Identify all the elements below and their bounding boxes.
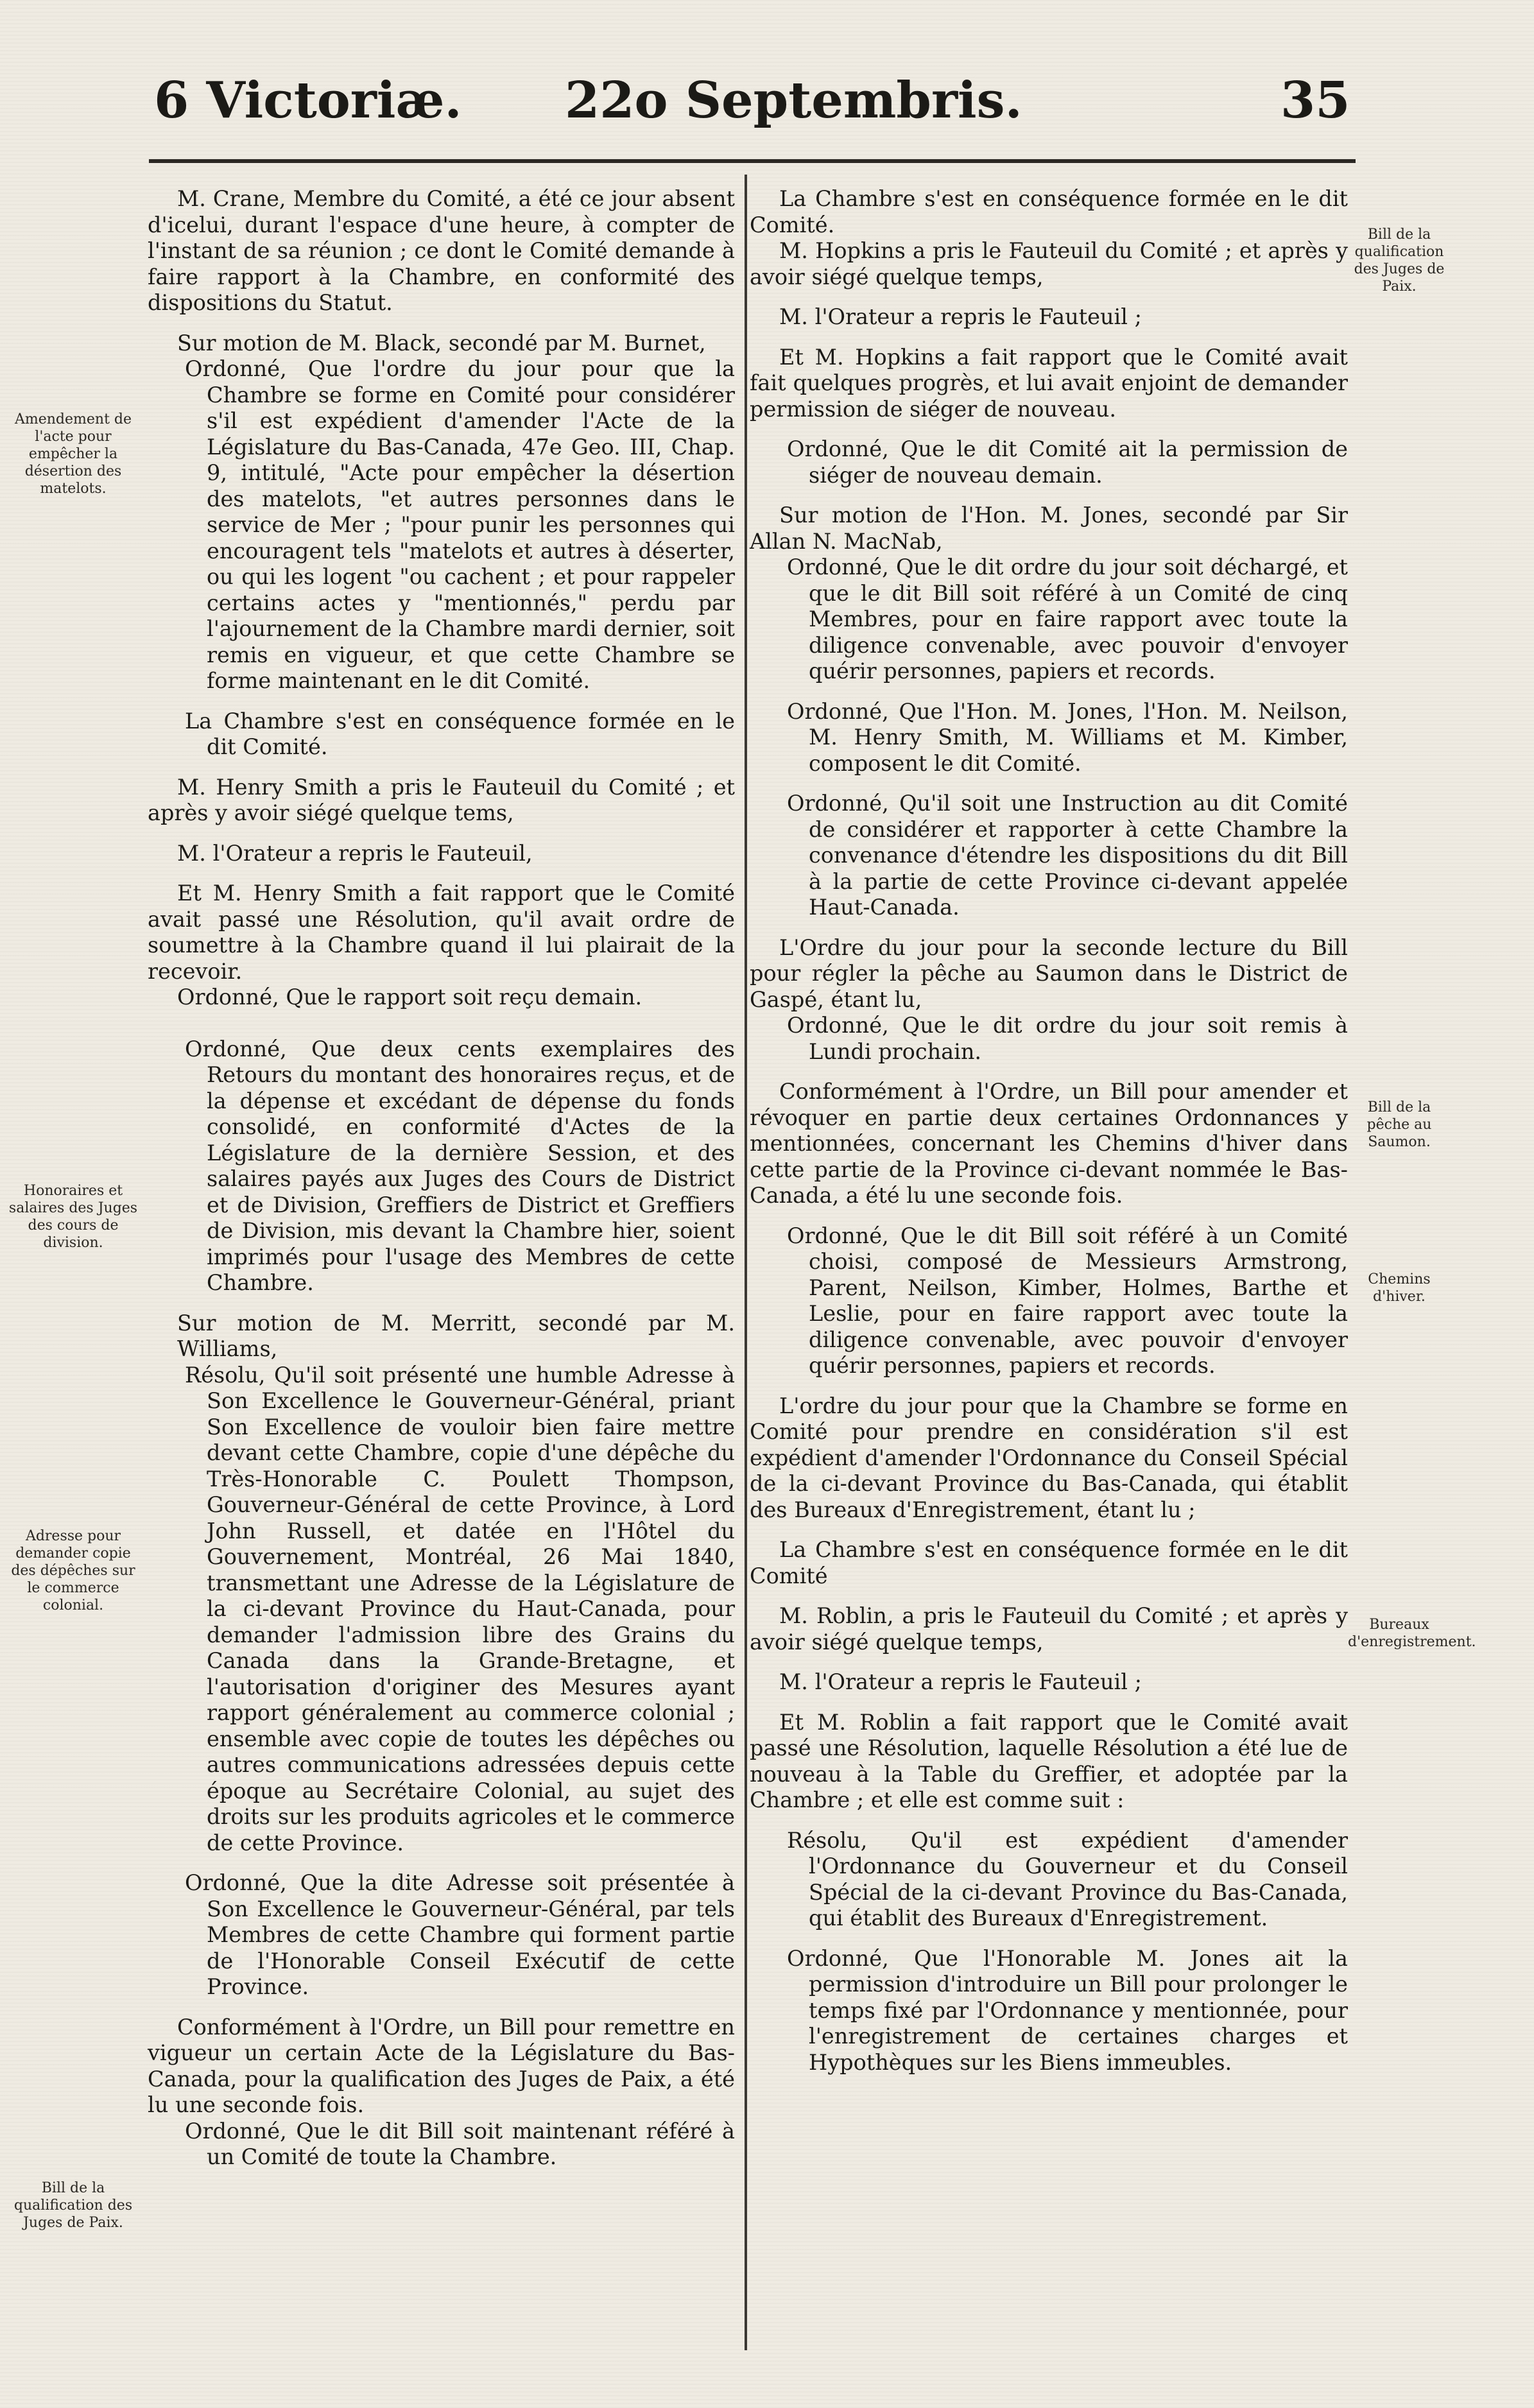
page-number: 35 — [1280, 71, 1350, 130]
order-paragraph: Ordonné, Que le dit ordre du jour soit déchargé, et que le dit Bill soit référé à un Comité de cinq Membres, pour en faire rapport avec toute la diligence convenable, avec pouvoir d'envoyer quérir personnes, papiers et records. — [787, 555, 1348, 684]
paragraph: M. l'Orateur a repris le Fauteuil, — [177, 840, 533, 866]
paragraph: Et M. Hopkins a fait rapport que le Comité avait fait quelques progrès, et lui avait enjoint de demander permission de siéger de nouveau. — [750, 344, 1348, 422]
resolution-paragraph: Résolu, Qu'il soit présenté une humble Adresse à Son Excellence le Gouverneur-Général, priant Son Excellence de vouloir bien faire mettre devant cette Chambre, copie d'une dépêche du Très-Honorable C. Poulett Thompson, Gouverneur-Général de cette Province, à Lord John Russell, et datée en l'Hôtel du Gouvernement, Montréal, 26 Mai 1840, transmettant une Adresse de la Législature de la ci-devant Province du Haut-Canada, pour demander l'admission libre des Grains du Canada dans la Grande-Bretagne, et l'autorisation d'originer des Mesures ayant rapport généralement au commerce colonial ; ensemble avec copie de toutes les dépêches ou autres communications adressées depuis cette époque au Secrétaire Colonial, au sujet des droits sur les produits agricoles et le commerce de cette Province. — [185, 1362, 735, 1855]
paragraph: Conformément à l'Ordre, un Bill pour amender et révoquer en partie deux certaines Ordonnances y mentionnées, concernant les Chemins d'hiver dans cette partie de la Province ci-devant nommée le Bas-Canada, a été lu une seconde fois. — [750, 1079, 1348, 1208]
order-paragraph: Ordonné, Que l'ordre du jour pour que la Chambre se forme en Comité pour considérer s'il est expédient d'amender l'Acte de la Législature du Bas-Canada, 47e Geo. III, Chap. 9, intitulé, "Acte pour empêcher la désertion des matelots, "et autres personnes dans le service de Mer ; "pour punir les personnes qui encouragent tels "matelots et autres à déserter, ou qui les logent "ou cachent ; et pour rappeler certains actes y "mentionnés," perdu par l'ajournement de la Chambre mardi dernier, soit remis en vigueur, et que cette Chambre se forme maintenant en le dit Comité. — [185, 356, 735, 693]
header-rule — [149, 159, 1356, 163]
running-head-date: 22o Septembris. — [565, 71, 1022, 130]
order-paragraph: Ordonné, Que le dit Comité ait la permission de siéger de nouveau demain. — [787, 436, 1348, 488]
column-divider — [745, 175, 747, 2350]
paragraph: M. Hopkins a pris le Fauteuil du Comité ; et après y avoir siégé quelque temps, — [750, 238, 1348, 289]
order-paragraph: Ordonné, Que l'Hon. M. Jones, l'Hon. M. Neilson, M. Henry Smith, M. Williams et M. Kimber, composent le dit Comité. — [787, 698, 1348, 776]
motion-intro: Sur motion de M. Merritt, secondé par M. Williams, — [177, 1310, 735, 1361]
paragraph: M. Crane, Membre du Comité, a été ce jour absent d'icelui, durant l'espace d'une heure, à compter de l'instant de sa réunion ; ce dont le Comité demande à faire rapport à la Chambre, en conformité des dispositions du Statut. — [148, 186, 735, 315]
paragraph: L'ordre du jour pour que la Chambre se forme en Comité pour prendre en considération s'il est expédient d'amender l'Ordonnance du Conseil Spécial de la ci-devant Province du Bas-Canada, qui établit des Bureaux d'Enregistrement, étant lu ; — [750, 1393, 1348, 1522]
order-paragraph: Ordonné, Que la dite Adresse soit présentée à Son Excellence le Gouverneur-Général, par tels Membres de cette Chambre qui forment partie de l'Honorable Conseil Exécutif de cette Province. — [185, 1870, 735, 1999]
paragraph: M. Henry Smith a pris le Fauteuil du Comité ; et après y avoir siégé quelque tems, — [148, 774, 735, 825]
paragraph: M. Roblin, a pris le Fauteuil du Comité ; et après y avoir siégé quelque temps, — [750, 1603, 1348, 1655]
margin-note-acte-desertion: Amendement de l'acte pour empêcher la désertion des matelots. — [14, 411, 132, 497]
paragraph: Et M. Roblin a fait rapport que le Comité avait passé une Résolution, laquelle Résolution a été lue de nouveau à la Table du Greffier, et adoptée par la Chambre ; et elle est comme suit : — [750, 1709, 1348, 1812]
order-paragraph: Ordonné, Que le rapport soit reçu demain. — [177, 985, 642, 1010]
margin-note-bill-qualification-right: Bill de la qualification des Juges de Paix. — [1354, 227, 1445, 295]
order-paragraph: Ordonné, Que le dit Bill soit maintenant référé à un Comité de toute la Chambre. — [185, 2118, 735, 2169]
left-column — [148, 186, 735, 2185]
right-column — [750, 186, 1348, 2090]
running-head-regnal-year: 6 Victoriæ. — [154, 71, 462, 130]
motion-intro: Sur motion de M. Black, secondé par M. Burnet, — [177, 330, 706, 356]
margin-note-adresse: Adresse pour demander copie des dépêches sur le commerce colonial. — [11, 1528, 135, 1613]
order-paragraph: Ordonné, Que deux cents exemplaires des Retours du montant des honoraires reçus, et de la dépense et excédant de dépense du fonds consolidé, en conformité d'Actes de la Législature de la dernière Session, et des salaires payés aux Juges des Cours de District et de Division, Greffiers de District et Greffiers de Division, mis devant la Chambre hier, soient imprimés pour l'usage des Membres de cette Chambre. — [185, 1036, 735, 1295]
order-paragraph: Ordonné, Que l'Honorable M. Jones ait la permission d'introduire un Bill pour prolonger le temps fixé par l'Ordonnance y mentionnée, pour l'enregistrement de certaines charges et Hypothèques sur les Biens immeubles. — [787, 1945, 1348, 2075]
paragraph: Conformément à l'Ordre, un Bill pour remettre en vigueur un certain Acte de la Législature du Bas-Canada, pour la qualification des Juges de Paix, a été lu une seconde fois. — [148, 2014, 735, 2117]
margin-note-bureaux-enregistrement: Bureaux d'enregistrement. — [1348, 1617, 1476, 1650]
motion-intro: Sur motion de l'Hon. M. Jones, secondé par Sir Allan N. MacNab, — [750, 503, 1348, 554]
order-paragraph: Ordonné, Que le dit Bill soit référé à un Comité choisi, composé de Messieurs Armstrong, Parent, Neilson, Kimber, Holmes, Barthe et Leslie, pour en faire rapport avec toute la diligence convenable, avec pouvoir d'envoyer quérir personnes, papiers et records. — [787, 1223, 1348, 1378]
paragraph: La Chambre s'est en conséquence formée en le dit Comité. — [185, 708, 735, 759]
margin-note-honoraires: Honoraires et salaires des Juges des cours de division. — [8, 1183, 138, 1251]
margin-note-peche-saumon: Bill de la pêche au Saumon. — [1366, 1099, 1432, 1150]
order-paragraph: Ordonné, Qu'il soit une Instruction au dit Comité de considérer et rapporter à cette Chambre la convenance d'étendre les dispositions du dit Bill à la partie de cette Province ci-devant appelée Haut-Canada. — [787, 791, 1348, 920]
paragraph: M. l'Orateur a repris le Fauteuil ; — [779, 304, 1142, 329]
margin-note-chemins-hiver: Chemins d'hiver. — [1368, 1271, 1431, 1305]
order-paragraph: Ordonné, Que le dit ordre du jour soit remis à Lundi prochain. — [787, 1013, 1348, 1064]
paragraph: La Chambre s'est en conséquence formée en le dit Comité. — [750, 186, 1348, 237]
paragraph: L'Ordre du jour pour la seconde lecture du Bill pour régler la pêche au Saumon dans le District de Gaspé, étant lu, — [750, 934, 1348, 1012]
margin-note-bill-qualification-left: Bill de la qualification des Juges de Paix. — [13, 2180, 133, 2231]
paragraph: La Chambre s'est en conséquence formée en le dit Comité — [750, 1537, 1348, 1588]
paragraph: M. l'Orateur a repris le Fauteuil ; — [779, 1669, 1142, 1694]
resolution-paragraph: Résolu, Qu'il est expédient d'amender l'Ordonnance du Gouverneur et du Conseil Spécial de la ci-devant Province du Bas-Canada, qui établit des Bureaux d'Enregistrement. — [787, 1827, 1348, 1931]
paragraph: Et M. Henry Smith a fait rapport que le Comité avait passé une Résolution, qu'il avait ordre de soumettre à la Chambre quand il lui plairait de la recevoir. — [148, 881, 735, 984]
